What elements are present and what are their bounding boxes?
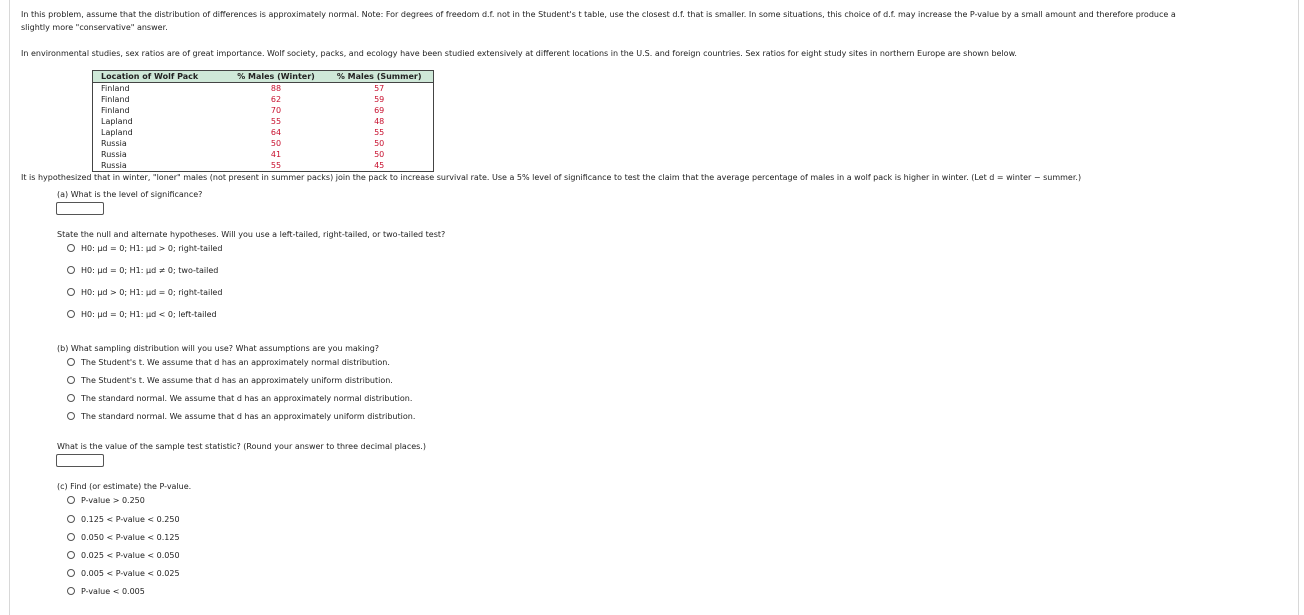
part-b-question: (b) What sampling distribution will you use? What assumptions are you making?: [57, 344, 380, 353]
option-label: The Student's t. We assume that d has an approximately uniform distribution.: [81, 375, 393, 385]
option-label: 0.125 < P-value < 0.250: [81, 514, 180, 524]
option-label: H0: μd > 0; H1: μd = 0; right-tailed: [81, 287, 223, 297]
radio-button[interactable]: [67, 266, 75, 274]
column-header-location: Location of Wolf Pack: [93, 71, 227, 83]
hypothesis-option-3[interactable]: [67, 286, 222, 298]
cell-winter: 62: [270, 95, 282, 104]
table-row: [93, 160, 434, 172]
cell-summer: 45: [374, 161, 385, 170]
part-c-question: (c) Find (or estimate) the P-value.: [57, 482, 192, 491]
option-label: The standard normal. We assume that d has an approximately uniform distribution.: [81, 411, 416, 421]
radio-button[interactable]: [67, 310, 75, 318]
radio-button[interactable]: [67, 376, 75, 384]
radio-button[interactable]: [67, 515, 75, 523]
table-row: [93, 138, 434, 149]
radio-button[interactable]: [67, 533, 75, 541]
hypothesis-option-4[interactable]: [67, 308, 217, 320]
table-row: [93, 116, 434, 127]
option-label: 0.005 < P-value < 0.025: [81, 568, 180, 578]
table-row: [93, 149, 434, 160]
cell-summer: 50: [374, 150, 385, 159]
option-label: The standard normal. We assume that d has an approximately normal distribution.: [81, 393, 413, 403]
radio-button[interactable]: [67, 496, 75, 504]
hypothesis-option-2[interactable]: [67, 264, 218, 276]
cell-winter: 55: [270, 117, 282, 126]
cell-location: Lapland: [101, 117, 133, 126]
wolf-pack-table: [92, 70, 434, 172]
test-statistic-question: What is the value of the sample test statistic? (Round your answer to three decimal places.): [57, 442, 426, 451]
table-row: [93, 83, 434, 95]
distribution-option-4[interactable]: [67, 410, 415, 422]
pvalue-option-4[interactable]: [67, 549, 180, 561]
hypothesis-option-1[interactable]: [67, 242, 222, 254]
radio-button[interactable]: [67, 288, 75, 296]
cell-location: Russia: [101, 139, 127, 148]
cell-summer: 50: [374, 139, 385, 148]
distribution-option-3[interactable]: [67, 392, 412, 404]
test-statistic-input[interactable]: [56, 454, 104, 467]
hypotheses-question: State the null and alternate hypotheses. Will you use a left-tailed, right-tailed, or two-tailed test?: [57, 230, 446, 239]
pvalue-option-2[interactable]: [67, 513, 180, 525]
table-row: [93, 105, 434, 116]
cell-summer: 57: [374, 84, 385, 93]
cell-winter: 88: [270, 84, 282, 93]
cell-summer: 69: [374, 106, 385, 115]
cell-winter: 64: [270, 128, 282, 137]
radio-button[interactable]: [67, 569, 75, 577]
option-label: H0: μd = 0; H1: μd > 0; right-tailed: [81, 243, 223, 253]
content-left-border: [9, 0, 10, 615]
option-label: P-value < 0.005: [81, 586, 145, 596]
option-label: The Student's t. We assume that d has an approximately normal distribution.: [81, 357, 390, 367]
pvalue-option-6[interactable]: [67, 585, 145, 597]
distribution-option-2[interactable]: [67, 374, 393, 386]
cell-location: Finland: [101, 106, 130, 115]
table-row: [93, 127, 434, 138]
hypothesis-paragraph: It is hypothesized that in winter, "loner" males (not present in summer packs) join the pack to increase survival rate. Use a 5% level of significance to test the claim that the average percentage of males in a wolf pack is higher in winter. (Let d = winter − summer.): [21, 173, 1082, 182]
distribution-option-1[interactable]: [67, 356, 390, 368]
intro-line-1: In this problem, assume that the distribution of differences is approximately normal. Note: For degrees of freedom d.f. not in the Student's t table, use the closest d.f. that is smaller. In some situations, this choice of d.f. may increase the P-value by a small amount and therefore produce a: [21, 10, 1176, 19]
cell-winter: 55: [270, 161, 282, 170]
pvalue-option-5[interactable]: [67, 567, 180, 579]
column-header-summer: % Males (Summer): [325, 71, 433, 83]
pvalue-option-1[interactable]: [67, 494, 145, 506]
cell-summer: 59: [374, 95, 385, 104]
context-paragraph: In environmental studies, sex ratios are of great importance. Wolf society, packs, and ecology have been studied extensively at different locations in the U.S. and foreign countries. Sex ratios for eight study sites in northern Europe are shown below.: [21, 49, 1017, 58]
cell-winter: 70: [270, 106, 282, 115]
radio-button[interactable]: [67, 412, 75, 420]
radio-button[interactable]: [67, 551, 75, 559]
cell-winter: 50: [270, 139, 282, 148]
table-row: [93, 94, 434, 105]
radio-button[interactable]: [67, 358, 75, 366]
option-label: 0.050 < P-value < 0.125: [81, 532, 180, 542]
option-label: P-value > 0.250: [81, 495, 145, 505]
radio-button[interactable]: [67, 244, 75, 252]
intro-line-2: slightly more "conservative" answer.: [21, 23, 168, 32]
cell-location: Finland: [101, 84, 130, 93]
column-header-winter: % Males (Winter): [227, 71, 326, 83]
cell-location: Finland: [101, 95, 130, 104]
cell-location: Lapland: [101, 128, 133, 137]
cell-winter: 41: [270, 150, 282, 159]
option-label: H0: μd = 0; H1: μd ≠ 0; two-tailed: [81, 265, 219, 275]
part-a-question: (a) What is the level of significance?: [57, 190, 203, 199]
pvalue-option-3[interactable]: [67, 531, 180, 543]
content-right-border: [1298, 0, 1299, 615]
table-header-row: [93, 71, 434, 83]
significance-level-input[interactable]: [56, 202, 104, 215]
radio-button[interactable]: [67, 394, 75, 402]
radio-button[interactable]: [67, 587, 75, 595]
option-label: H0: μd = 0; H1: μd < 0; left-tailed: [81, 309, 217, 319]
cell-summer: 55: [374, 128, 385, 137]
cell-location: Russia: [101, 161, 127, 170]
option-label: 0.025 < P-value < 0.050: [81, 550, 180, 560]
cell-location: Russia: [101, 150, 127, 159]
cell-summer: 48: [374, 117, 385, 126]
